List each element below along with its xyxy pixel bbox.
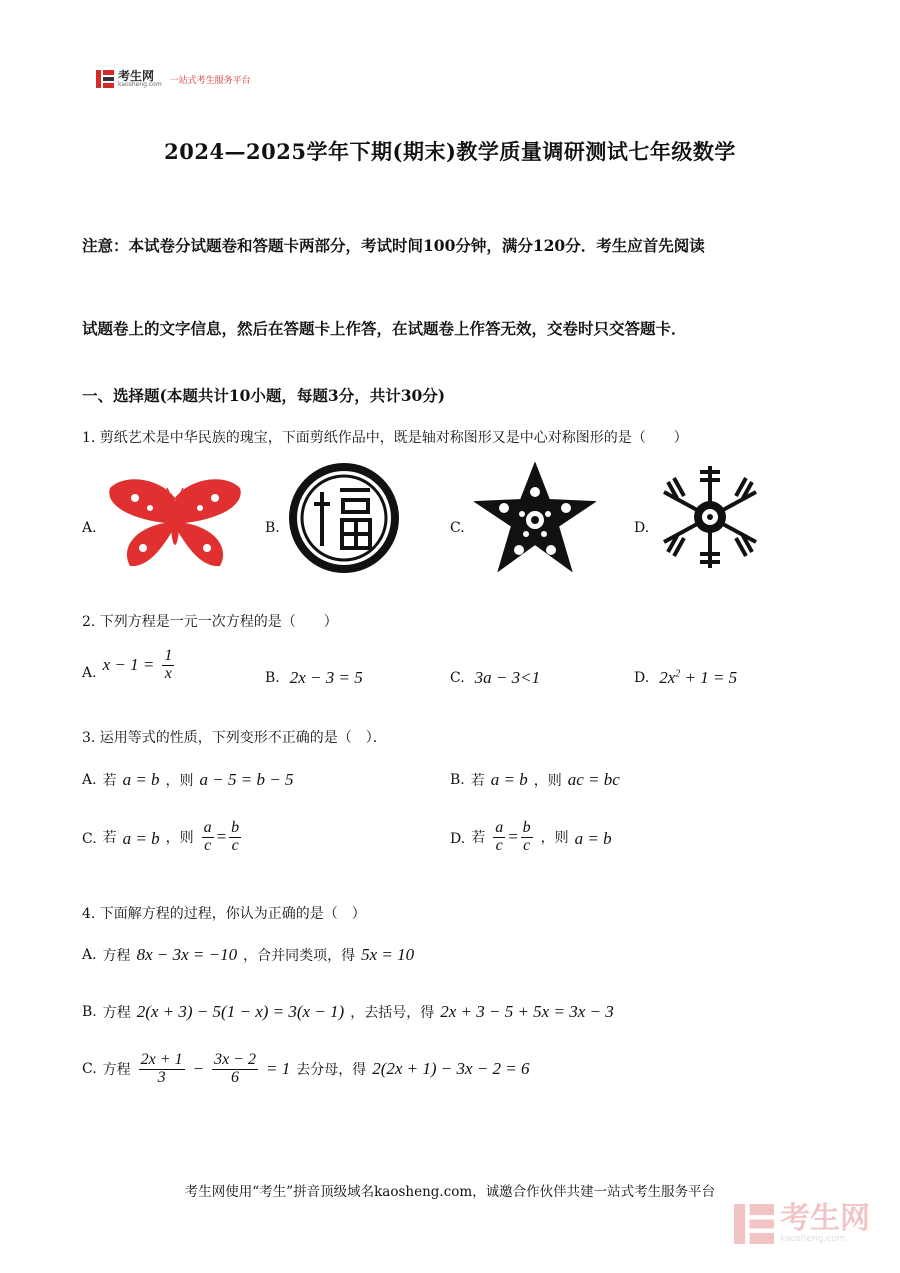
q4-option-a-label: A. bbox=[82, 947, 97, 963]
fraction-numerator: a bbox=[203, 819, 212, 836]
fraction-denominator: c bbox=[204, 836, 212, 854]
q2-d-rest: + 1 = 5 bbox=[680, 668, 738, 687]
q4-b-pre: 方程 bbox=[102, 1005, 131, 1021]
q3-a-cond: a = b bbox=[122, 770, 160, 789]
q3-d-if: 若 bbox=[471, 829, 486, 846]
watermark-cn: 考生网 bbox=[780, 1201, 870, 1236]
kaosheng-logo-icon bbox=[96, 70, 114, 88]
q3-a-result: a − 5 = b − 5 bbox=[199, 770, 294, 789]
fraction-numerator: a bbox=[495, 819, 504, 836]
q2-option-d bbox=[634, 668, 737, 688]
q1-option-d-label: D. bbox=[634, 520, 650, 536]
fraction-denominator: 3 bbox=[157, 1068, 166, 1086]
q2-option-c-label: C. bbox=[450, 670, 465, 686]
q3-c-fraction-right bbox=[229, 820, 241, 855]
q2-option-b-math: 2x − 3 = 5 bbox=[289, 668, 363, 687]
q2-option-b bbox=[265, 668, 363, 688]
fraction-numerator: 2x + 1 bbox=[140, 1051, 183, 1068]
fraction-numerator: b bbox=[231, 819, 240, 836]
q3-a-if: 若 bbox=[102, 773, 117, 789]
q2-option-a-label: A. bbox=[82, 665, 97, 682]
snowflake-papercut-icon bbox=[660, 464, 760, 570]
q1-option-a-label: A. bbox=[82, 520, 97, 536]
fraction-numerator: 3x − 2 bbox=[214, 1051, 256, 1068]
q3-c-cond: a = b bbox=[122, 828, 160, 848]
q4-a-mid: ，合并同类项，得 bbox=[243, 948, 356, 964]
q3-d-fraction-right bbox=[521, 820, 533, 855]
q3-option-d-label: D. bbox=[450, 830, 466, 847]
star-papercut-icon bbox=[474, 462, 596, 572]
q3-b-if: 若 bbox=[470, 773, 485, 789]
q4-option-a bbox=[82, 945, 414, 965]
q3-option-c-label: C. bbox=[82, 830, 97, 847]
notice-line-1: 注意：本试卷分试题卷和答题卡两部分，考试时间100分钟，满分120分．考生应首先阅读 bbox=[82, 236, 705, 255]
fraction-numerator: b bbox=[522, 819, 531, 836]
watermark-en: kaosheng.com bbox=[780, 1234, 846, 1244]
q3-c-fraction-left bbox=[202, 820, 214, 855]
q3-d-fraction-equation bbox=[491, 820, 534, 855]
q3-a-then: ，则 bbox=[165, 773, 194, 789]
q3-option-d bbox=[450, 819, 612, 854]
logo-slogan: 一站式考生服务平台 bbox=[169, 75, 251, 86]
q3-b-result: ac = bc bbox=[567, 770, 620, 789]
q3-c-equals: = bbox=[215, 827, 228, 847]
question-2-stem: 2. 下列方程是一元一次方程的是（ ） bbox=[82, 614, 338, 630]
logo-cn: 考生网 bbox=[118, 69, 155, 83]
logo-text bbox=[118, 70, 162, 88]
q4-b-result: 2x + 3 − 5 + 5x = 3x − 3 bbox=[440, 1002, 614, 1021]
fraction-denominator: c bbox=[523, 836, 531, 854]
watermark bbox=[734, 1201, 870, 1244]
q3-d-then: ，则 bbox=[540, 829, 569, 846]
q3-d-fraction-left bbox=[493, 820, 505, 855]
q4-a-pre: 方程 bbox=[102, 948, 131, 964]
fu-circle-papercut-icon bbox=[288, 462, 400, 574]
q4-option-b bbox=[82, 1002, 614, 1022]
q4-a-equation: 8x − 3x = −10 bbox=[136, 945, 238, 964]
q4-c-fraction-1 bbox=[139, 1052, 185, 1087]
q4-c-mid: 去分母，得 bbox=[296, 1062, 367, 1079]
watermark-logo-icon bbox=[734, 1204, 774, 1244]
q1-option-c-label: C. bbox=[450, 520, 465, 536]
q2-option-b-label: B. bbox=[265, 670, 280, 686]
logo-en: kaosheng.com bbox=[118, 81, 162, 88]
q4-option-c bbox=[82, 1052, 530, 1087]
q3-d-result: a = b bbox=[574, 828, 612, 848]
q1-option-b-label: B. bbox=[265, 520, 280, 536]
q4-c-pre: 方程 bbox=[102, 1062, 131, 1079]
header-logo bbox=[96, 70, 251, 88]
fraction-numerator: 1 bbox=[164, 647, 173, 664]
q2-d-term: 2x bbox=[659, 668, 676, 687]
q4-c-result: 2(2x + 1) − 3x − 2 = 6 bbox=[372, 1059, 530, 1079]
q3-c-if: 若 bbox=[102, 829, 117, 846]
q3-option-c bbox=[82, 819, 243, 854]
fraction-denominator: x bbox=[164, 664, 172, 682]
q4-a-result: 5x = 10 bbox=[361, 945, 415, 964]
notice-line-2: 试题卷上的文字信息，然后在答题卡上作答，在试题卷上作答无效，交卷时只交答题卡． bbox=[82, 319, 687, 338]
q3-option-a bbox=[82, 770, 293, 790]
q4-c-equals-one: = 1 bbox=[265, 1059, 291, 1079]
q3-c-then: ，则 bbox=[165, 829, 194, 846]
fraction-denominator: 6 bbox=[231, 1068, 240, 1086]
question-4-stem: 4. 下面解方程的过程，你认为正确的是（ ） bbox=[82, 906, 366, 922]
q2-option-d-label: D. bbox=[634, 670, 650, 686]
q3-d-equals: = bbox=[507, 827, 519, 847]
q3-b-cond: a = b bbox=[490, 770, 528, 789]
page-footer: 考生网使用“考生”拼音顶级域名kaosheng.com，诚邀合作伙伴共建一站式考生服务平台 bbox=[184, 1184, 716, 1200]
q3-option-b-label: B. bbox=[450, 772, 465, 788]
q3-option-a-label: A. bbox=[82, 772, 97, 788]
q4-option-c-label: C. bbox=[82, 1061, 97, 1078]
section-heading-choice: 一、选择题(本题共计10小题，每题3分，共计30分) bbox=[82, 386, 446, 405]
q4-option-b-label: B. bbox=[82, 1004, 97, 1020]
q2-option-a bbox=[82, 648, 176, 683]
fraction-denominator: c bbox=[495, 836, 503, 854]
question-3-stem: 3. 运用等式的性质，下列变形不正确的是（ ）． bbox=[82, 730, 387, 746]
q2-option-a-fraction bbox=[162, 648, 174, 683]
q3-option-b bbox=[450, 770, 620, 790]
q2-option-c bbox=[450, 668, 540, 688]
q4-b-mid: ，去括号，得 bbox=[350, 1005, 435, 1021]
fraction-denominator: c bbox=[231, 836, 239, 854]
watermark-text bbox=[780, 1201, 870, 1244]
question-1-stem: 1. 剪纸艺术是中华民族的瑰宝，下面剪纸作品中，既是轴对称图形又是中心对称图形的是（ ） bbox=[82, 430, 688, 446]
q3-b-then: ，则 bbox=[533, 773, 562, 789]
q4-c-fraction-2 bbox=[212, 1052, 258, 1087]
q2-option-d-math bbox=[659, 668, 737, 688]
q4-c-minus: − bbox=[192, 1059, 205, 1079]
page-title: 2024—2025学年下期(期末)教学质量调研测试七年级数学 bbox=[164, 139, 736, 164]
q4-b-equation: 2(x + 3) − 5(1 − x) = 3(x − 1) bbox=[136, 1002, 345, 1021]
q3-c-fraction-equation bbox=[200, 820, 243, 855]
q2-d-exponent: 2 bbox=[675, 668, 681, 680]
q2-option-c-math: 3a − 3<1 bbox=[474, 668, 541, 687]
q2-option-a-left: x − 1 = bbox=[102, 655, 155, 675]
butterfly-papercut-icon bbox=[105, 478, 245, 568]
